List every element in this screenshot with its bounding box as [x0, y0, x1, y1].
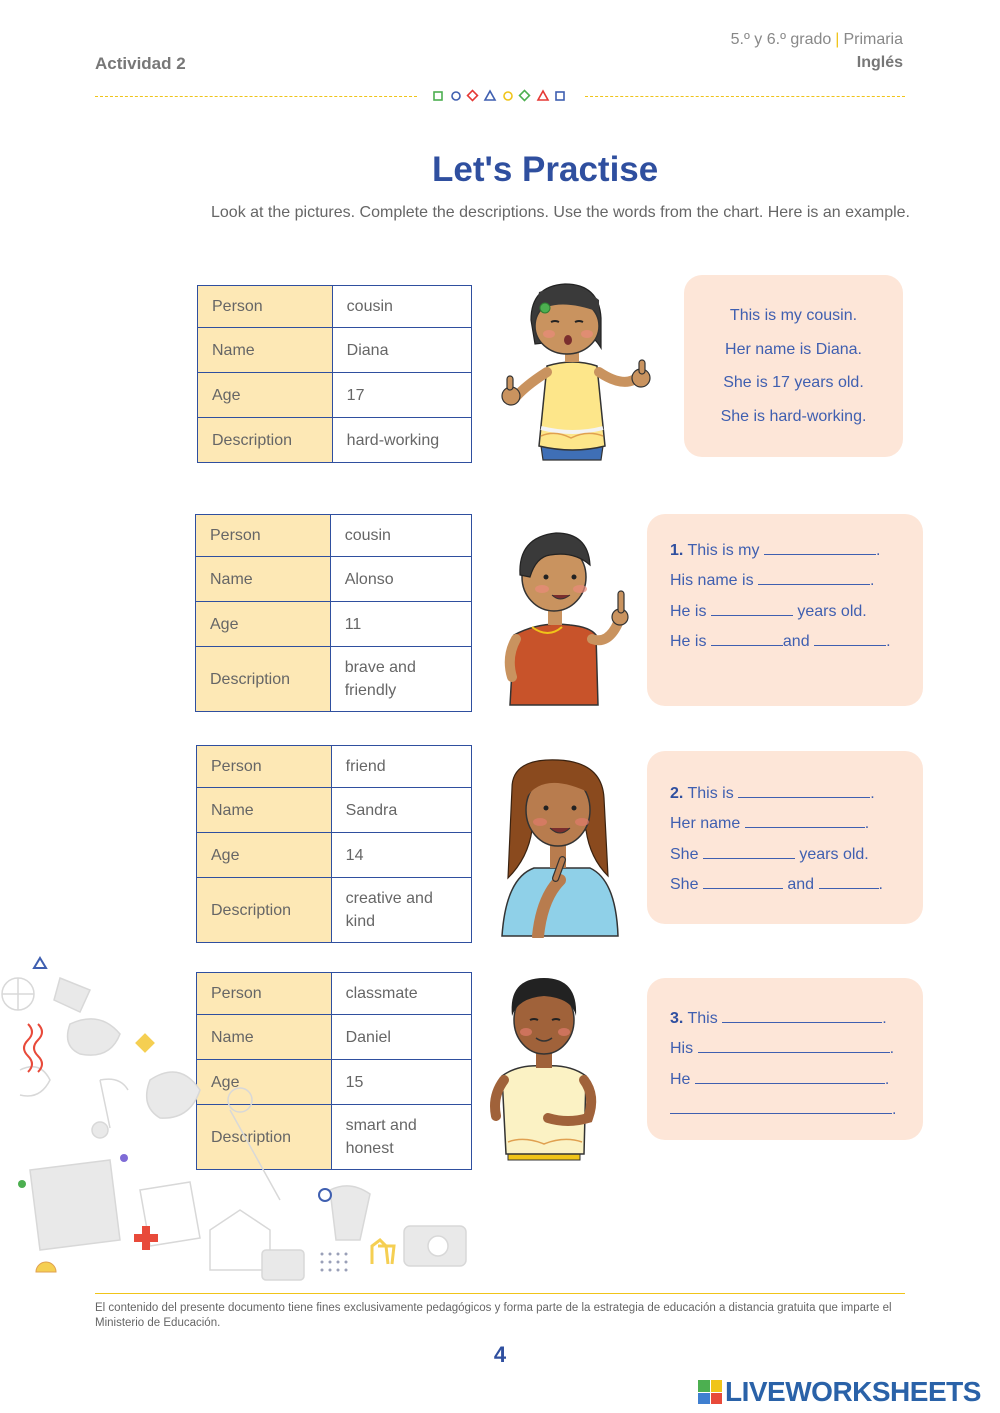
answer-blank[interactable]: [670, 1096, 892, 1114]
table-label: Person: [197, 973, 332, 1015]
sentence-text: This is my: [687, 542, 760, 559]
exercise-1-bubble: 1. This is my . His name is . He is years old. He is and .: [647, 514, 923, 706]
girl-diana-illustration-icon: [495, 278, 665, 468]
table-value: Sandra: [331, 788, 471, 833]
answer-blank[interactable]: [698, 1035, 890, 1053]
table-value: cousin: [330, 515, 471, 557]
liveworksheets-logo-icon: [698, 1380, 722, 1404]
table-label: Description: [197, 878, 332, 943]
table-value: friend: [331, 746, 471, 788]
page-number: 4: [493, 1342, 507, 1367]
answer-blank[interactable]: [745, 810, 865, 828]
answer-blank[interactable]: [819, 871, 879, 889]
example-line: Her name is Diana.: [725, 340, 862, 358]
answer-blank[interactable]: [764, 537, 876, 555]
instructions: Look at the pictures. Complete the descriptions. Use the words from the chart. Here is an example.: [211, 204, 910, 221]
table-label: Person: [198, 286, 333, 328]
table-value: Diana: [332, 328, 471, 373]
table-label: Person: [197, 746, 332, 788]
table-value: cousin: [332, 286, 471, 328]
sentence-text: His: [670, 1040, 694, 1058]
brand-name: LIVEWORKSHEETS: [725, 1376, 981, 1407]
boy-alonso-illustration-icon: [500, 527, 640, 707]
table-label: Name: [197, 1015, 332, 1060]
table-value: 15: [331, 1060, 471, 1105]
sentence-text: This is: [687, 785, 734, 802]
sentence-text: Her name: [670, 815, 741, 833]
header-info: [731, 31, 903, 72]
table-label: Age: [198, 373, 333, 418]
table-label: Description: [198, 418, 333, 463]
table-value: smart and honest: [331, 1105, 471, 1170]
sentence-text: This: [687, 1010, 718, 1027]
girl-sandra-illustration-icon: [498, 758, 623, 938]
table-label: Age: [197, 833, 332, 878]
table-value: 14: [331, 833, 471, 878]
sentence-text: She: [670, 876, 699, 894]
example-line: She is 17 years old.: [723, 374, 864, 391]
answer-blank[interactable]: [814, 628, 886, 646]
answer-blank[interactable]: [695, 1066, 885, 1084]
sentence-text: years old.: [799, 845, 869, 863]
header-divider-right: [585, 96, 905, 97]
table-value: classmate: [331, 973, 471, 1015]
exercise-number: 3.: [670, 1010, 684, 1027]
sentence-text: He is: [670, 602, 707, 620]
answer-blank[interactable]: [703, 871, 783, 889]
table-label: Name: [198, 328, 333, 373]
footer-disclaimer: El contenido del presente documento tiene fines exclusivamente pedagógicos y forma parte de la estrategia de educación a distancia gratuita que imparte el Ministerio de Educación.: [95, 1302, 892, 1329]
table-value: hard-working: [332, 418, 471, 463]
exercise-number: 2.: [670, 785, 684, 802]
exercise-number: 1.: [670, 542, 684, 559]
exercise-2-bubble: 2. This is . Her name . She years old. She and .: [647, 751, 923, 924]
exercise-2-table: [196, 745, 472, 943]
example-line: She is hard-working.: [720, 407, 867, 425]
example-line: This is my cousin.: [729, 307, 858, 324]
table-label: Age: [197, 1060, 332, 1105]
sentence-text: He: [670, 1070, 691, 1088]
decorative-school-doodles-icon: [0, 950, 480, 1290]
activity-label: Actividad 2: [95, 54, 186, 73]
table-value: brave and friendly: [330, 647, 471, 712]
grade-text: 5.º y 6.º grado: [730, 31, 832, 48]
answer-blank[interactable]: [738, 780, 870, 798]
page-title: Let's Practise: [432, 150, 659, 189]
table-label: Description: [197, 1105, 332, 1170]
table-label: Age: [196, 602, 331, 647]
grade-separator: |: [835, 31, 840, 48]
exercise-3-bubble: 3. This . His . He . .: [647, 978, 923, 1140]
liveworksheets-brand[interactable]: [698, 1375, 981, 1409]
table-value: creative and kind: [331, 878, 471, 943]
sentence-text: His name is: [670, 572, 754, 590]
table-value: 17: [332, 373, 471, 418]
exercise-1-table: [195, 514, 472, 712]
table-label: Name: [196, 557, 331, 602]
answer-blank[interactable]: [758, 567, 870, 585]
sentence-text: She: [670, 845, 699, 863]
answer-blank[interactable]: [703, 841, 795, 859]
table-label: Person: [196, 515, 331, 557]
footer-divider: [95, 1293, 905, 1294]
example-speech-bubble: [684, 275, 903, 457]
example-table: [197, 285, 472, 463]
sentence-text: and: [782, 633, 810, 651]
answer-blank[interactable]: [711, 628, 783, 646]
answer-blank[interactable]: [711, 598, 793, 616]
subject-label: Inglés: [856, 54, 903, 71]
boy-daniel-illustration-icon: [488, 976, 603, 1166]
table-value: Alonso: [330, 557, 471, 602]
sentence-text: He is: [670, 633, 707, 651]
table-label: Description: [196, 647, 331, 712]
sentence-text: and: [787, 876, 815, 894]
sentence-text: years old.: [797, 602, 867, 620]
table-value: Daniel: [331, 1015, 471, 1060]
decorative-shapes-icon: [432, 89, 572, 103]
header-divider-left: [95, 96, 417, 97]
grade-line: [731, 31, 903, 49]
answer-blank[interactable]: [722, 1005, 882, 1023]
table-value: 11: [330, 602, 471, 647]
table-label: Name: [197, 788, 332, 833]
level-text: Primaria: [843, 31, 903, 48]
